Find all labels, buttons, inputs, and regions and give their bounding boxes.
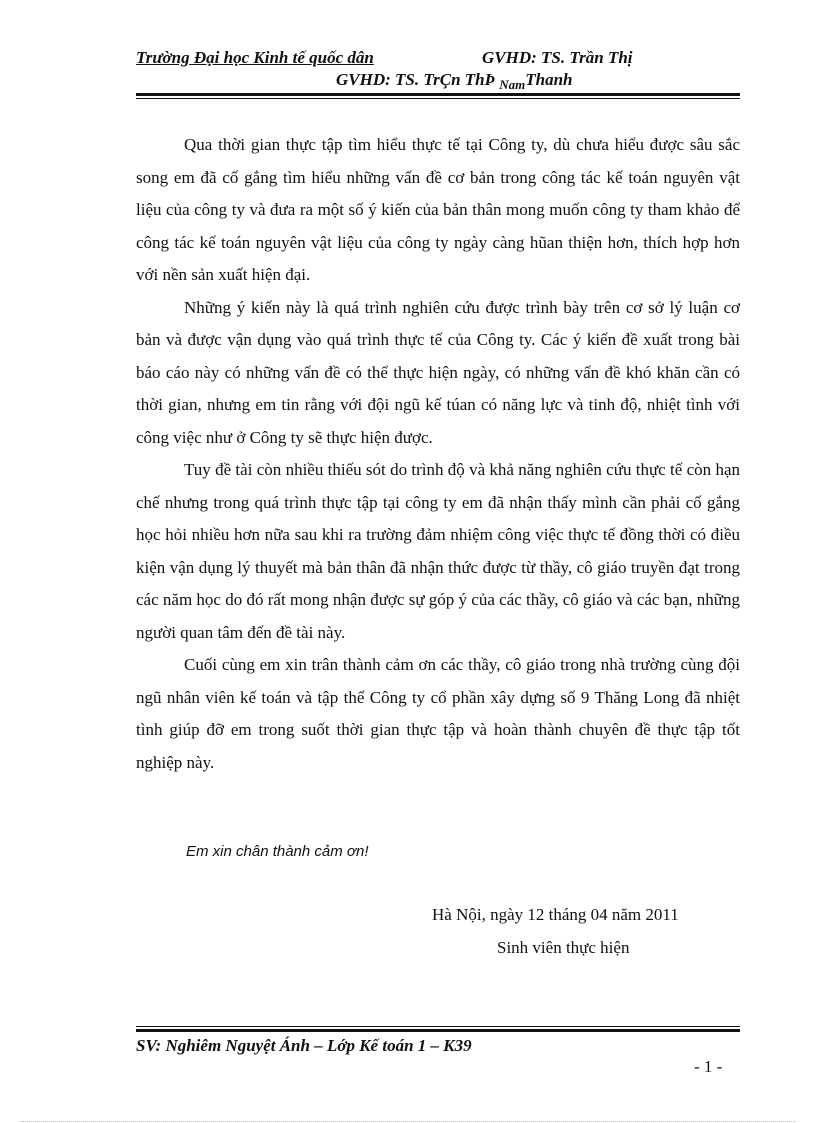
advisor-label-2 — [336, 70, 573, 90]
closing-thanks: Em xin chân thành cảm ơn! — [186, 843, 369, 860]
header-line-1 — [136, 48, 740, 70]
page-edge-divider — [20, 1121, 796, 1122]
advisor-label-2-end: Thanh — [525, 70, 573, 89]
paragraph: Tuy đề tài còn nhiều thiếu sót do trình độ và khả năng nghiên cứu thực tế còn hạn chế nhưng trong quá trình thực tập tại công ty em đã nhận thấy mình cần phải cố gắng học hỏi nhiều hơn nữa sau khi ra trường đảm nhiệm công việc thực tế đồng thời có điều kiện vận dụng lý thuyết mà bản thân đã nhận thức được từ thầy, cô giáo truyền đạt trong các năm học do đó rất mong nhận được sự góp ý của các thầy, cô giáo và các bạn, những người quan tâm đến đề tài này. — [136, 460, 740, 642]
advisor-label-2-main: GVHD: TS. TrÇn ThÞ — [336, 70, 500, 89]
body-text — [136, 129, 740, 779]
footer-rule-thin — [136, 1026, 740, 1027]
place-date: Hà Nội, ngày 12 tháng 04 năm 2011 — [432, 905, 679, 924]
header-rule-thin — [136, 98, 740, 99]
paragraph: Những ý kiến này là quá trình nghiên cứu được trình bày trên cơ sở lý luận cơ bản và được vận dụng vào quá trình thực tế của Công ty. Các ý kiến đề xuất trong bài báo cáo này có những vấn đề có thể thực hiện ngày, có những vấn đề khó khăn cần có thời gian, nhưng em tin rằng với đội ngũ kế túan có năng lực và tinh độ, nhiệt tình với công việc như ở Công ty sẽ thực hiện được. — [136, 297, 740, 447]
school-name: Trường Đại học Kinh tế quốc dân — [136, 48, 374, 67]
signer-label: Sinh viên thực hiện — [497, 938, 630, 957]
footer-rule-thick — [136, 1029, 740, 1032]
paragraph: Cuối cùng em xin trân thành cảm ơn các thầy, cô giáo trong nhà trường cùng đội ngũ nhân viên kế toán và tập thể Công ty cổ phần xây dựng số 9 Thăng Long đã nhiệt tình giúp đỡ em trong suốt thời gian thực tập và hoàn thành chuyên đề thực tập tốt nghiệp này. — [136, 655, 740, 772]
advisor-label-2-sub: Nam — [499, 77, 526, 92]
footer-student: SV: Nghiêm Nguyệt Ánh – Lớp Kế toán 1 – K39 — [136, 1036, 472, 1055]
advisor-label-1: GVHD: TS. Trần Thị — [482, 48, 633, 67]
header-rule-thick — [136, 93, 740, 96]
page-number: - 1 - — [694, 1057, 723, 1076]
paragraph: Qua thời gian thực tập tìm hiểu thực tế tại Công ty, dù chưa hiểu được sâu sắc song em đã cố gắng tìm hiểu những vấn đề cơ bản trong công tác kế toán nguyên vật liệu của công ty và đưa ra một số ý kiến của bản thân mong muốn công ty tham khảo để công tác kế toán nguyên vật liệu của công ty ngày càng hũan thiện hơn, thích hợp hơn với nền sản xuất hiện đại. — [136, 135, 740, 284]
